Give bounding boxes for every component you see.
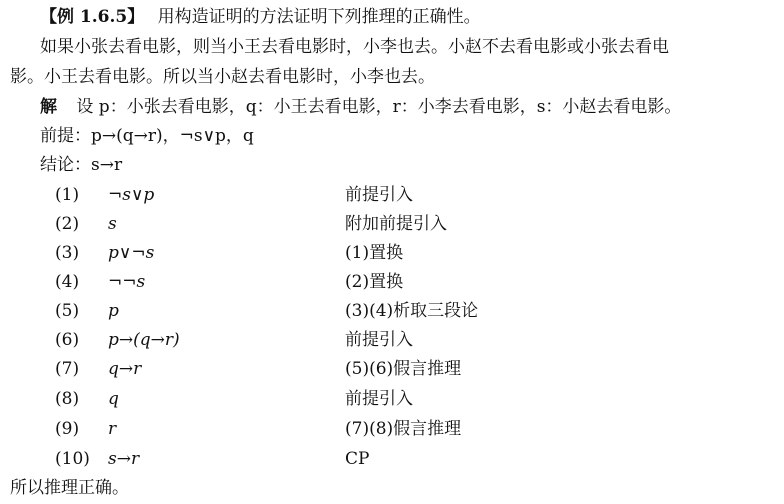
step-reason: 附加前提引入 — [345, 214, 447, 234]
example-title: 用构造证明的方法证明下列推理的正确性。 — [157, 7, 481, 27]
step-number: (1) — [55, 185, 80, 205]
step-number: (9) — [55, 419, 80, 439]
proof-step — [0, 184, 784, 206]
example-header — [40, 6, 481, 28]
step-expression: q — [108, 389, 119, 409]
step-reason: CP — [345, 449, 370, 469]
step-number: (10) — [55, 449, 90, 469]
proof-step — [0, 388, 784, 410]
step-expression: r — [108, 419, 117, 439]
proof-step — [0, 448, 784, 470]
step-reason: (3)(4)析取三段论 — [345, 301, 479, 321]
step-expression: p∨¬s — [108, 243, 155, 263]
conclusion: 结论：s→r — [40, 155, 123, 175]
solution-setup — [40, 96, 681, 118]
final-statement: 所以推理正确。 — [10, 478, 129, 498]
proof-step — [0, 300, 784, 322]
step-reason: (2)置换 — [345, 272, 404, 292]
step-number: (6) — [55, 330, 80, 350]
step-reason: (7)(8)假言推理 — [345, 419, 462, 439]
step-number: (3) — [55, 243, 80, 263]
proof-step — [0, 329, 784, 351]
step-expression: s→r — [108, 449, 140, 469]
step-number: (2) — [55, 214, 80, 234]
example-tag: 【例 1.6.5】 — [40, 7, 145, 27]
proof-step — [0, 418, 784, 440]
proof-step — [0, 271, 784, 293]
step-reason: 前提引入 — [345, 185, 413, 205]
proof-step — [0, 213, 784, 235]
step-expression: p→(q→r) — [108, 330, 180, 350]
step-expression: s — [108, 214, 117, 234]
problem-line-2: 影。小王去看电影。所以当小赵去看电影时，小李也去。 — [10, 67, 435, 87]
proof-step — [0, 358, 784, 380]
step-expression: q→r — [108, 359, 142, 379]
step-number: (4) — [55, 272, 80, 292]
step-number: (8) — [55, 389, 80, 409]
setup-text: 设 p：小张去看电影，q：小王去看电影，r：小李去看电影，s：小赵去看电影。 — [76, 97, 682, 117]
step-reason: (5)(6)假言推理 — [345, 359, 462, 379]
step-reason: 前提引入 — [345, 330, 413, 350]
step-reason: 前提引入 — [345, 389, 413, 409]
solution-label: 解 — [40, 97, 57, 117]
problem-line-1: 如果小张去看电影，则当小王去看电影时，小李也去。小赵不去看电影或小张去看电 — [40, 37, 669, 57]
step-expression: p — [108, 301, 119, 321]
premises: 前提：p→(q→r)，¬s∨p，q — [40, 126, 254, 146]
step-expression: ¬s∨p — [108, 185, 155, 205]
step-expression: ¬¬s — [108, 272, 146, 292]
step-number: (7) — [55, 359, 80, 379]
step-reason: (1)置换 — [345, 243, 404, 263]
step-number: (5) — [55, 301, 80, 321]
proof-step — [0, 242, 784, 264]
